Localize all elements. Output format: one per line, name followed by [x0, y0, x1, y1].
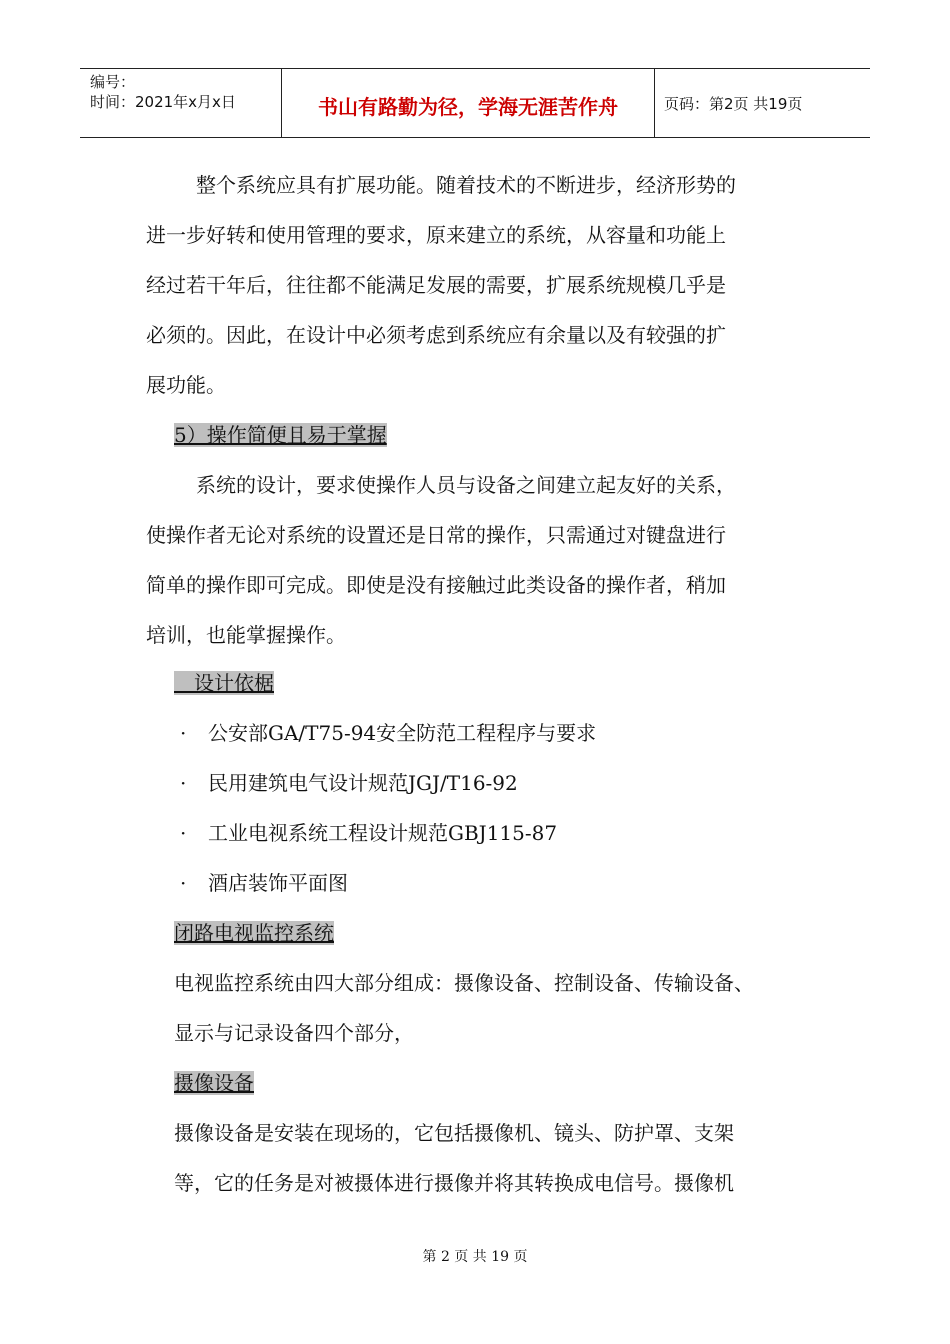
- section-heading-5: 5）操作简便且易于掌握: [174, 423, 387, 447]
- basis-item: 酒店装饰平面图: [208, 871, 348, 895]
- basis-item: 工业电视系统工程设计规范GBJ115-87: [208, 821, 558, 845]
- bullet-icon: ·: [180, 721, 187, 745]
- paragraph-3-line-1: 电视监控系统由四大部分组成：摄像设备、控制设备、传输设备、: [174, 971, 754, 995]
- bullet-icon: ·: [180, 771, 187, 795]
- header-page-code: 页码：第2页 共19页: [664, 95, 803, 113]
- page-header: [80, 68, 870, 138]
- paragraph-4-line-2: 等，它的任务是对被摄体进行摄像并将其转换成电信号。摄像机: [174, 1171, 734, 1195]
- basis-item: 民用建筑电气设计规范JGJ/T16-92: [208, 771, 518, 795]
- header-info-cell: [80, 69, 280, 137]
- design-basis-heading: 设计依椐: [174, 671, 274, 695]
- paragraph-2-line-4: 培训，也能掌握操作。: [146, 623, 346, 647]
- paragraph-2-line-2: 使操作者无论对系统的设置还是日常的操作，只需通过对键盘进行: [146, 523, 726, 547]
- basis-item: 公安部GA/T75-94安全防范工程程序与要求: [208, 721, 597, 745]
- paragraph-4-line-1: 摄像设备是安装在现场的，它包括摄像机、镜头、防护罩、支架: [174, 1121, 734, 1145]
- paragraph-1-line-5: 展功能。: [146, 373, 226, 397]
- paragraph-1-line-4: 必须的。因此，在设计中必须考虑到系统应有余量以及有较强的扩: [146, 323, 726, 347]
- page-footer: 第 2 页 共 19 页: [422, 1249, 528, 1265]
- bullet-icon: ·: [180, 821, 187, 845]
- paragraph-3-line-2: 显示与记录设备四个部分，: [174, 1021, 414, 1045]
- document-time-label: 时间：2021年x月x日: [90, 93, 236, 111]
- header-motto-cell: [281, 69, 655, 137]
- header-page-cell: [654, 69, 870, 137]
- paragraph-1-line-2: 进一步好转和使用管理的要求，原来建立的系统，从容量和功能上: [146, 223, 726, 247]
- header-motto: 书山有路勤为径，学海无涯苦作舟: [318, 95, 618, 119]
- paragraph-1-line-1: 整个系统应具有扩展功能。随着技术的不断进步，经济形势的: [196, 173, 736, 197]
- document-number-label: 编号：: [90, 73, 136, 91]
- cctv-section-heading: 闭路电视监控系统: [174, 921, 334, 945]
- bullet-icon: ·: [180, 871, 187, 895]
- paragraph-2-line-3: 简单的操作即可完成。即使是没有接触过此类设备的操作者，稍加: [146, 573, 726, 597]
- paragraph-1-line-3: 经过若干年后，往往都不能满足发展的需要，扩展系统规模几乎是: [146, 273, 726, 297]
- paragraph-2-line-1: 系统的设计，要求使操作人员与设备之间建立起友好的关系，: [196, 473, 736, 497]
- camera-section-heading: 摄像设备: [174, 1071, 254, 1095]
